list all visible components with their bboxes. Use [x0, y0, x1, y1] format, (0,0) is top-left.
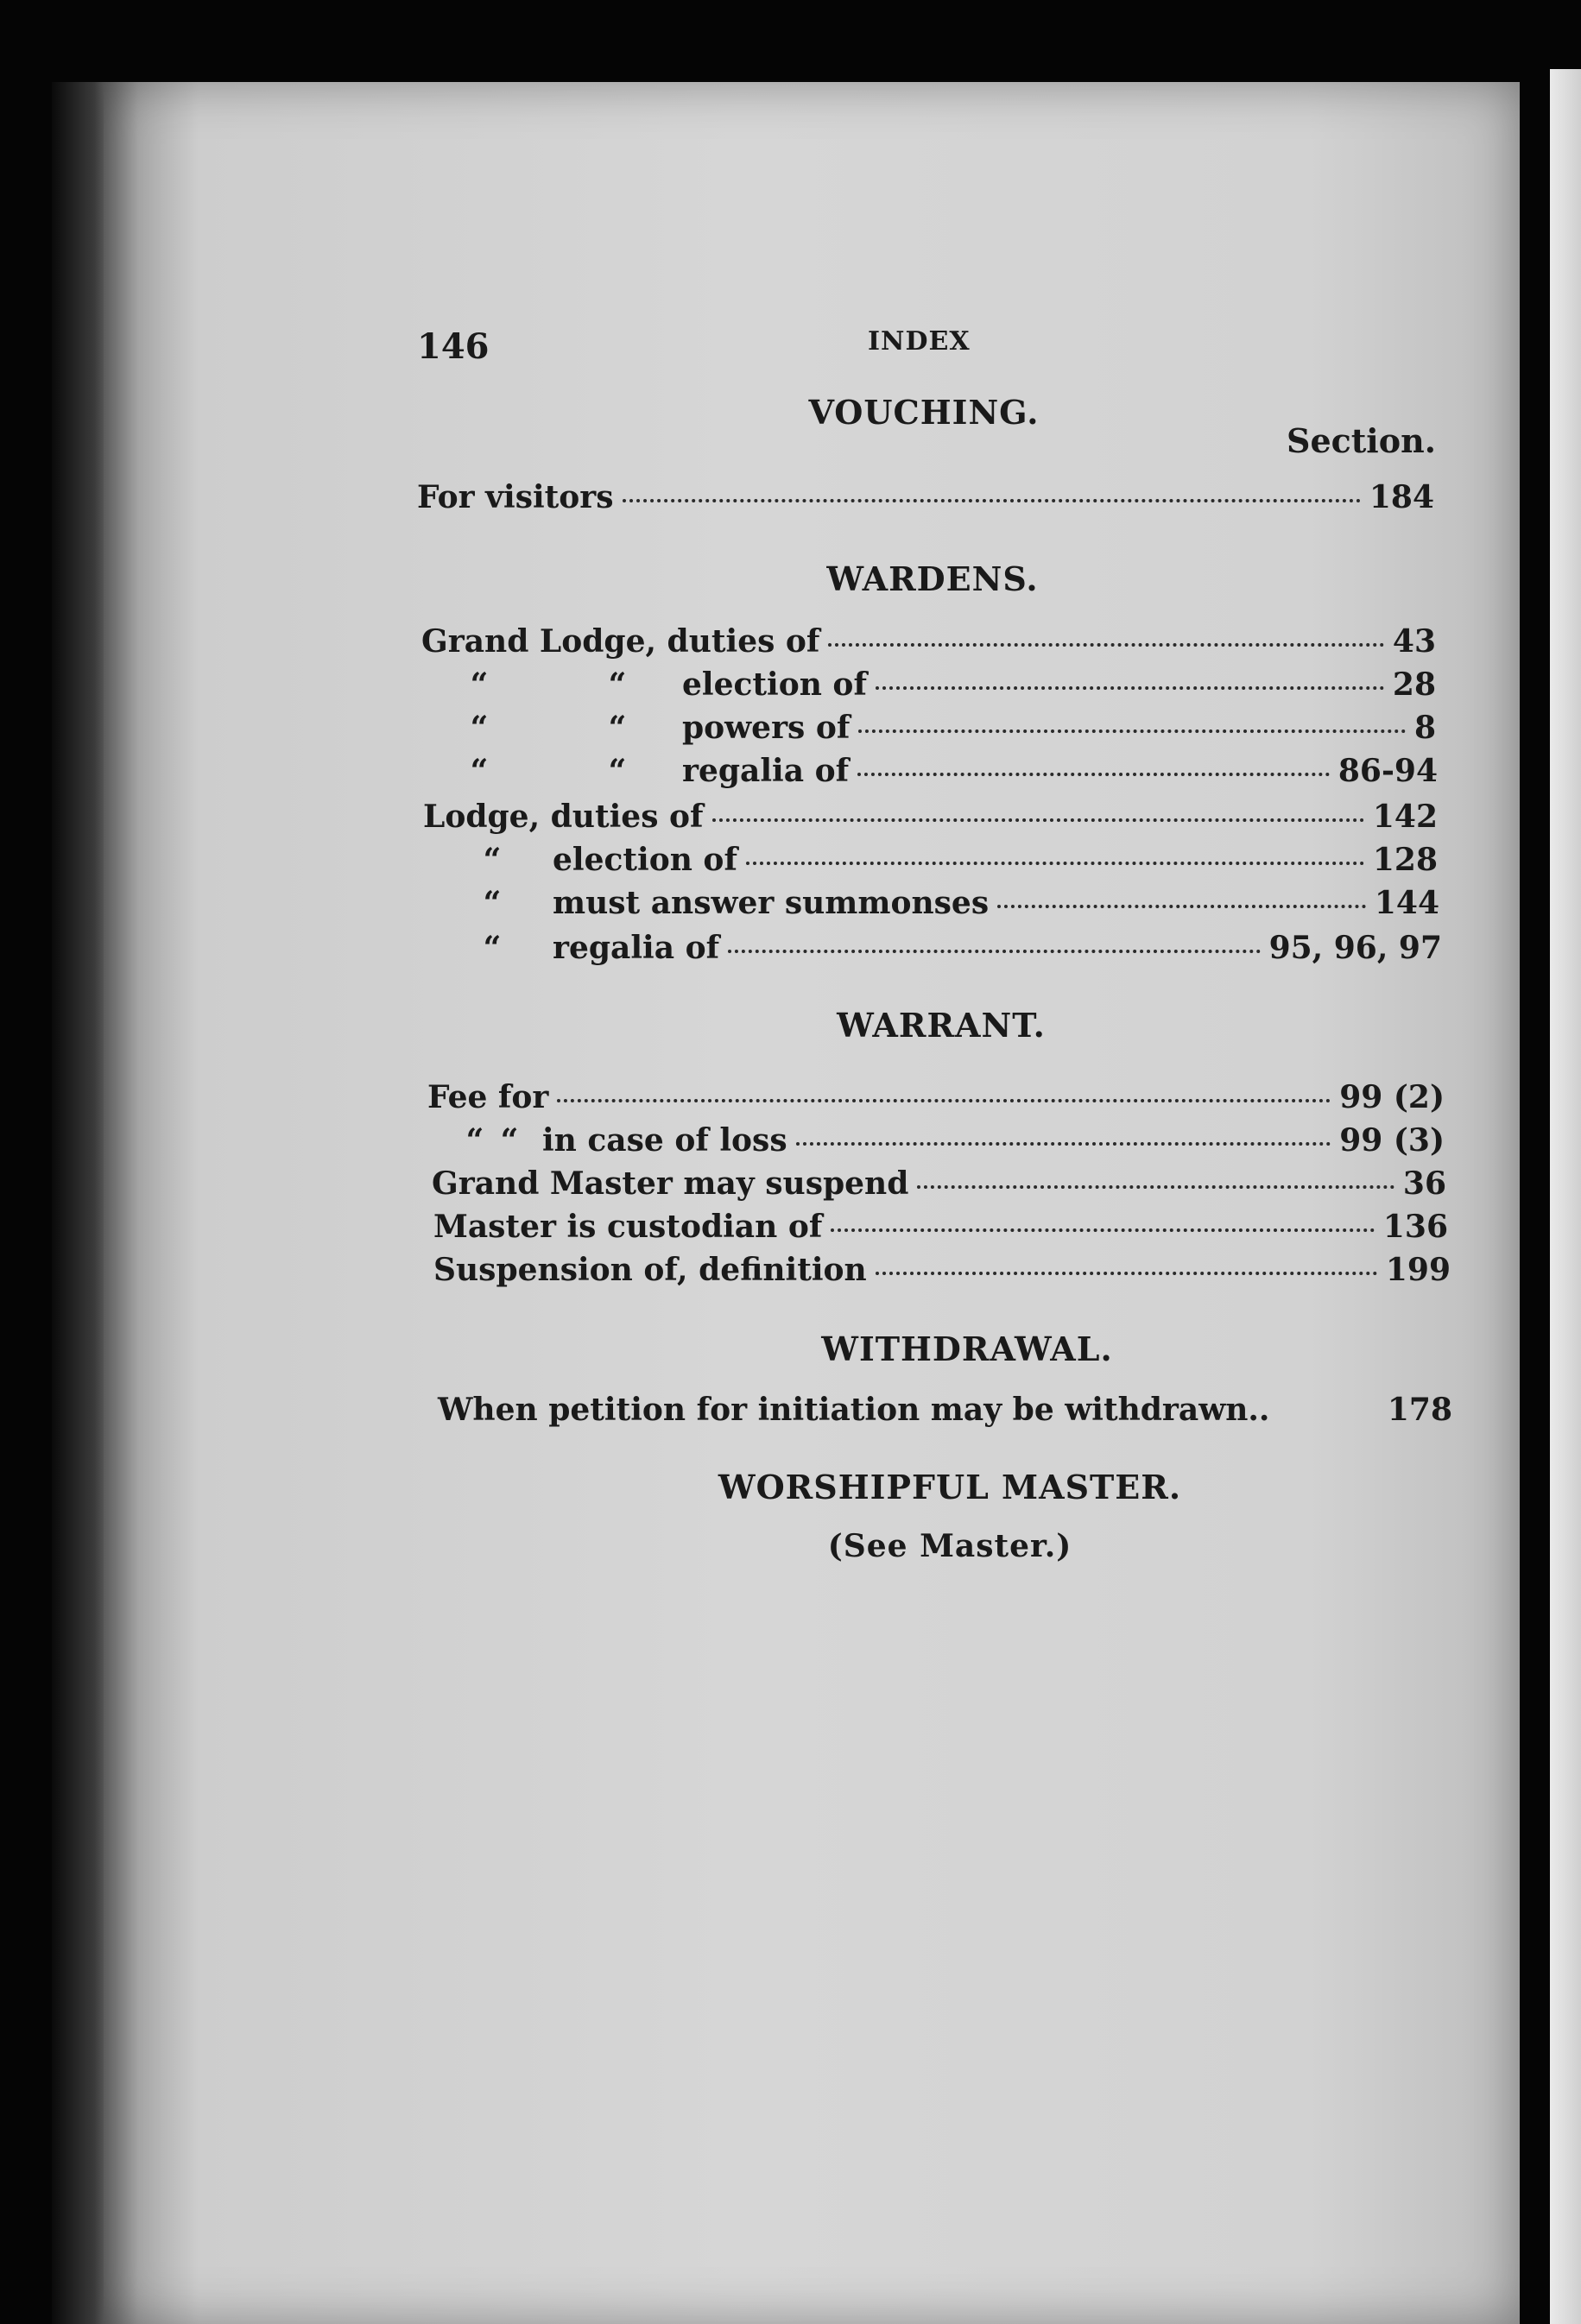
entry-ref: 8	[1413, 710, 1436, 746]
index-entry-grand-lodge-regalia	[440, 753, 1438, 793]
ditto-mark: “	[470, 666, 489, 703]
entry-ref: 144	[1374, 885, 1439, 921]
entry-label: election of	[682, 666, 867, 703]
dot-leader	[796, 1142, 1331, 1146]
dot-leader	[876, 686, 1384, 690]
ditto-mark: “	[500, 1122, 519, 1159]
ditto-mark: “	[483, 885, 502, 921]
entry-ref: 99 (2)	[1339, 1079, 1445, 1115]
entry-ref: 95, 96, 97	[1268, 930, 1442, 966]
entry-label: in case of loss	[542, 1122, 787, 1159]
index-entry-grand-lodge-election	[440, 666, 1436, 706]
entry-ref: 178	[1387, 1392, 1452, 1428]
entry-ref: 86-94	[1338, 753, 1438, 789]
entry-ref: 142	[1372, 799, 1438, 835]
index-entry-lodge-election	[466, 842, 1438, 881]
section-heading-wardens: WARDENS.	[826, 559, 1039, 598]
index-entry-for-visitors	[417, 479, 1434, 519]
dot-leader	[623, 499, 1361, 502]
entry-label: powers of	[682, 710, 851, 746]
entry-label: must answer summonses	[553, 885, 990, 921]
entry-ref: 128	[1372, 842, 1438, 878]
entry-label: Grand Lodge, duties of	[421, 623, 820, 660]
entry-ref: 199	[1385, 1252, 1451, 1288]
ditto-mark: “	[470, 753, 489, 789]
dot-leader	[828, 643, 1383, 647]
index-entry-fee-loss	[458, 1122, 1445, 1162]
dot-leader	[876, 1272, 1377, 1275]
entry-label: For visitors	[417, 479, 614, 515]
dot-leader	[712, 818, 1364, 822]
column-label-section: Section.	[1287, 421, 1436, 460]
index-entry-grand-master-suspend	[432, 1165, 1446, 1205]
entry-label: Master is custodian of	[433, 1209, 823, 1245]
ditto-mark: “	[608, 710, 627, 746]
dot-leader	[858, 729, 1406, 733]
page-number: 146	[417, 326, 490, 367]
entry-ref: 43	[1392, 623, 1436, 660]
entry-ref: 184	[1369, 479, 1434, 515]
index-entry-grand-lodge-powers	[440, 710, 1436, 749]
entry-ref: 136	[1382, 1209, 1448, 1245]
cross-reference-note: (See Master.)	[827, 1528, 1072, 1564]
ditto-mark: “	[470, 710, 489, 746]
entry-label: election of	[553, 842, 737, 878]
ditto-mark: “	[465, 1122, 484, 1159]
index-entry-lodge-summonses	[466, 885, 1439, 925]
entry-label: regalia of	[682, 753, 850, 789]
index-entry-grand-lodge-duties	[421, 623, 1436, 663]
dot-leader	[997, 905, 1366, 908]
entry-label: Suspension of, definition	[433, 1252, 867, 1288]
section-heading-withdrawal: WITHDRAWAL.	[821, 1329, 1113, 1368]
index-entry-petition-withdrawn	[438, 1392, 1452, 1431]
ditto-mark: “	[483, 842, 502, 878]
entry-ref: 28	[1392, 666, 1436, 703]
dot-leader	[728, 950, 1260, 953]
entry-ref: 36	[1402, 1165, 1446, 1202]
entry-label: Fee for	[427, 1079, 549, 1115]
dot-leader	[917, 1185, 1394, 1189]
section-heading-warrant: WARRANT.	[837, 1006, 1046, 1045]
dot-leader	[557, 1099, 1331, 1102]
index-entry-lodge-duties	[423, 799, 1438, 838]
entry-label: Lodge, duties of	[423, 799, 704, 835]
index-entry-master-custodian	[433, 1209, 1448, 1248]
running-head: INDEX	[868, 326, 971, 357]
ditto-mark: “	[608, 666, 627, 703]
entry-label: regalia of	[553, 930, 720, 966]
dot-leader	[831, 1228, 1375, 1232]
entry-label: When petition for initiation may be withdrawn..	[438, 1392, 1270, 1428]
index-entry-lodge-regalia	[466, 930, 1442, 969]
index-entry-fee-for	[427, 1079, 1445, 1119]
section-heading-vouching: VOUCHING.	[808, 393, 1040, 432]
index-entry-suspension-definition	[433, 1252, 1451, 1291]
ditto-mark: “	[608, 753, 627, 789]
dot-leader	[857, 773, 1330, 776]
ditto-mark: “	[483, 930, 502, 966]
entry-ref: 99 (3)	[1339, 1122, 1445, 1159]
dot-leader	[746, 862, 1364, 865]
section-heading-worshipful-master: WORSHIPFUL MASTER.	[718, 1468, 1182, 1506]
entry-label: Grand Master may suspend	[432, 1165, 909, 1202]
